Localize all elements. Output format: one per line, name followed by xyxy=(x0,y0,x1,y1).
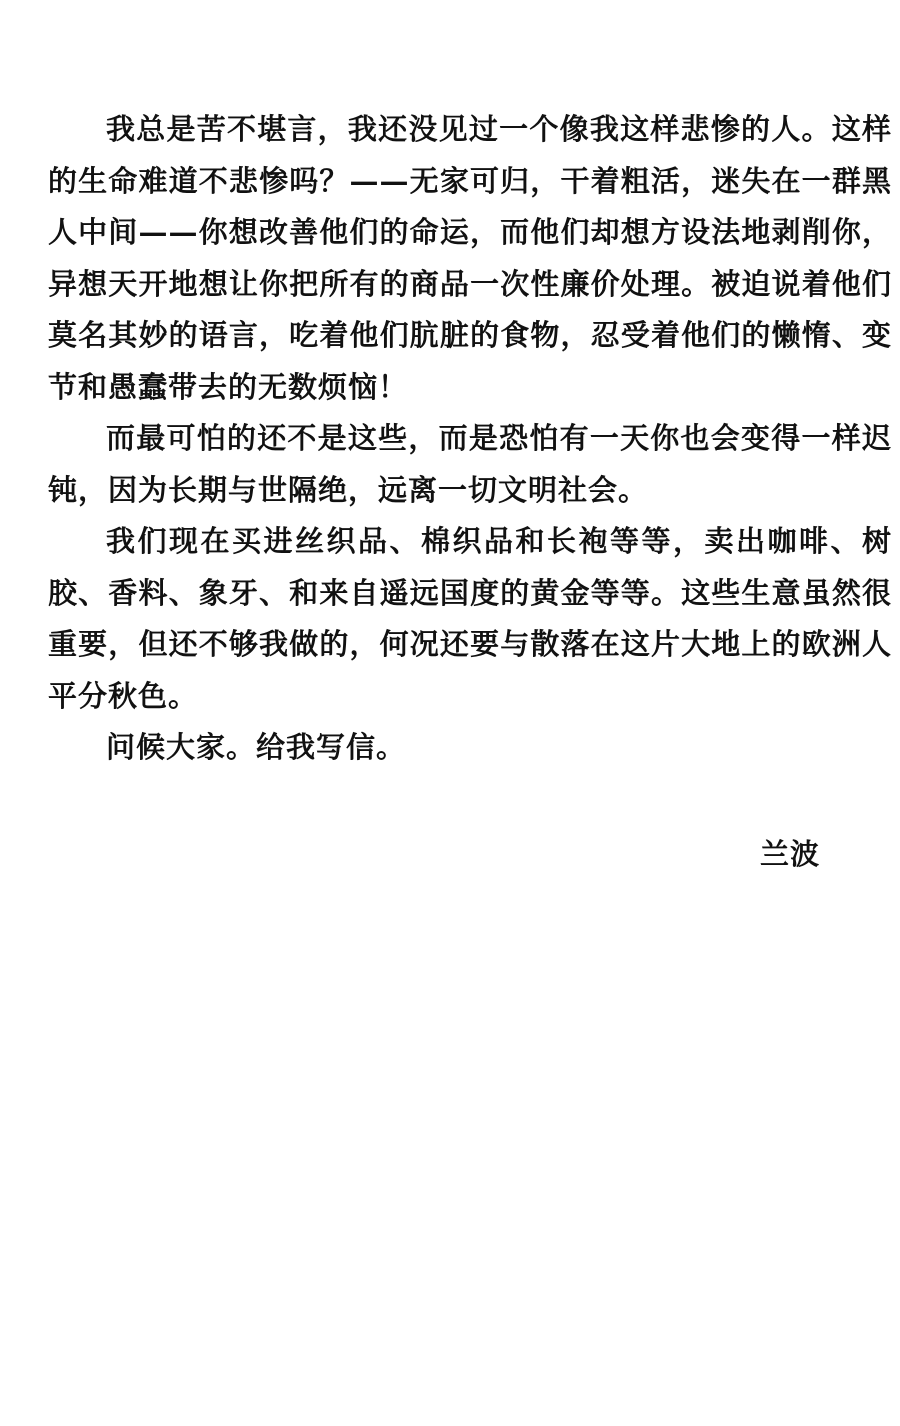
paragraph-1: 我总是苦不堪言，我还没见过一个像我这样悲惨的人。这样的生命难道不悲惨吗？——无家可归，干着粗活，迷失在一群黑人中间——你想改善他们的命运，而他们却想方设法地剥削你，异想天开地想让你把所有的商品一次性廉价处理。被迫说着他们莫名其妙的语言，吃着他们肮脏的食物，忍受着他们的懒惰、变节和愚蠢带去的无数烦恼！ xyxy=(48,112,892,404)
letter-body xyxy=(48,104,892,774)
paragraph-4: 问候大家。给我写信。 xyxy=(106,730,407,764)
paragraph-2: 而最可怕的还不是这些，而是恐怕有一天你也会变得一样迟钝，因为长期与世隔绝，远离一切文明社会。 xyxy=(48,421,892,507)
paragraph-3: 我们现在买进丝织品、棉织品和长袍等等，卖出咖啡、树胶、香料、象牙、和来自遥远国度的黄金等等。这些生意虽然很重要，但还不够我做的，何况还要与散落在这片大地上的欧洲人平分秋色。 xyxy=(48,524,892,713)
signature: 兰波 xyxy=(760,837,821,871)
